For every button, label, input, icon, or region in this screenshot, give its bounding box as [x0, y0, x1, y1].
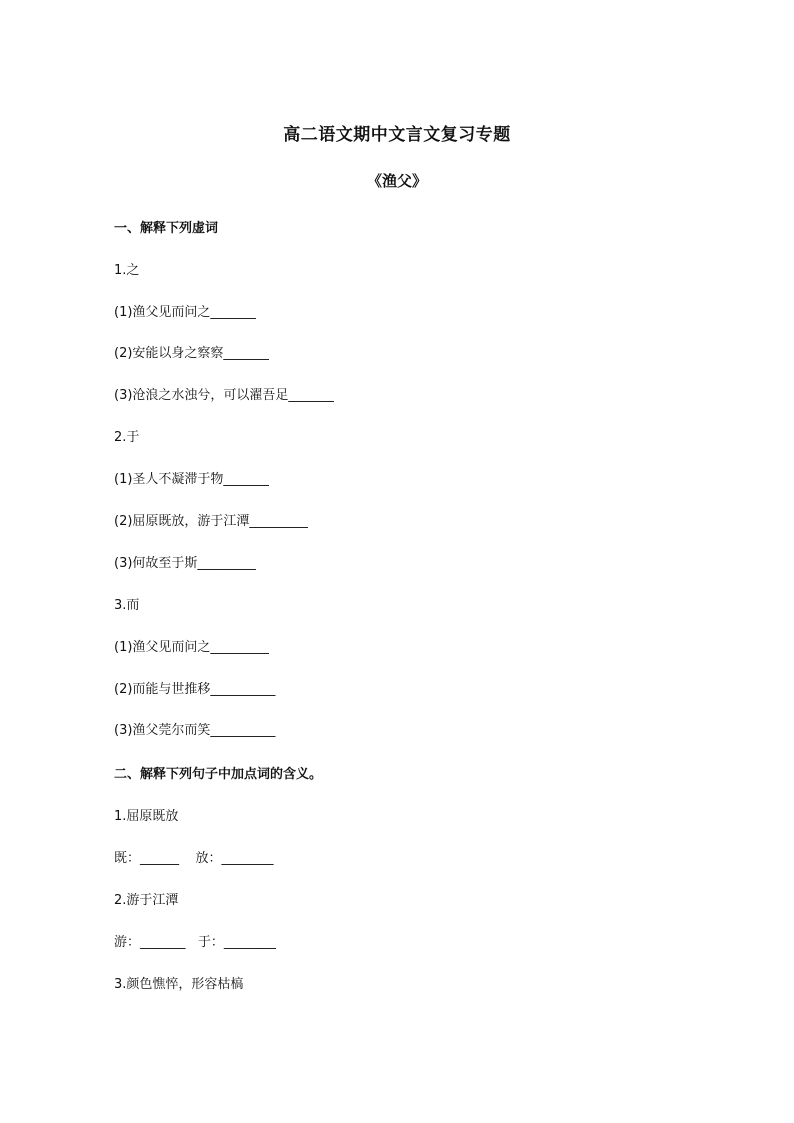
document-subtitle: 《渔父》: [366, 172, 427, 190]
question-item: (3)渔父莞尔而笑__________: [114, 723, 276, 738]
question-item: (2)安能以身之察察_______: [114, 346, 269, 361]
group-3-label: 3.而: [114, 598, 140, 613]
group-2-label: 2.于: [114, 430, 140, 445]
question-item: (2)屈原既放，游于江潭_________: [114, 514, 308, 529]
section-1-heading: 一、解释下列虚词: [114, 221, 219, 236]
question-item: (3)沧浪之水浊兮，可以濯吾足_______: [114, 388, 334, 403]
group-1-label: 1.之: [114, 263, 140, 278]
question-label: 1.屈原既放: [114, 809, 179, 824]
question-item: (2)而能与世推移__________: [114, 682, 276, 697]
question-item: (1)渔父见而问之_______: [114, 305, 256, 320]
question-item: (3)何故至于斯_________: [114, 556, 256, 571]
question-label: 3.颜色憔悴，形容枯槁: [114, 977, 244, 992]
answer-blanks: 游：_______ 于：________: [114, 935, 276, 950]
section-2-heading: 二、解释下列句子中加点词的含义。: [114, 767, 323, 782]
answer-blanks: 既：______ 放：________: [114, 851, 274, 866]
question-label: 2.游于江潭: [114, 893, 179, 908]
question-item: (1)渔父见而问之_________: [114, 640, 269, 655]
document-title: 高二语文期中文言文复习专题: [283, 125, 511, 145]
question-item: (1)圣人不凝滞于物_______: [114, 472, 269, 487]
